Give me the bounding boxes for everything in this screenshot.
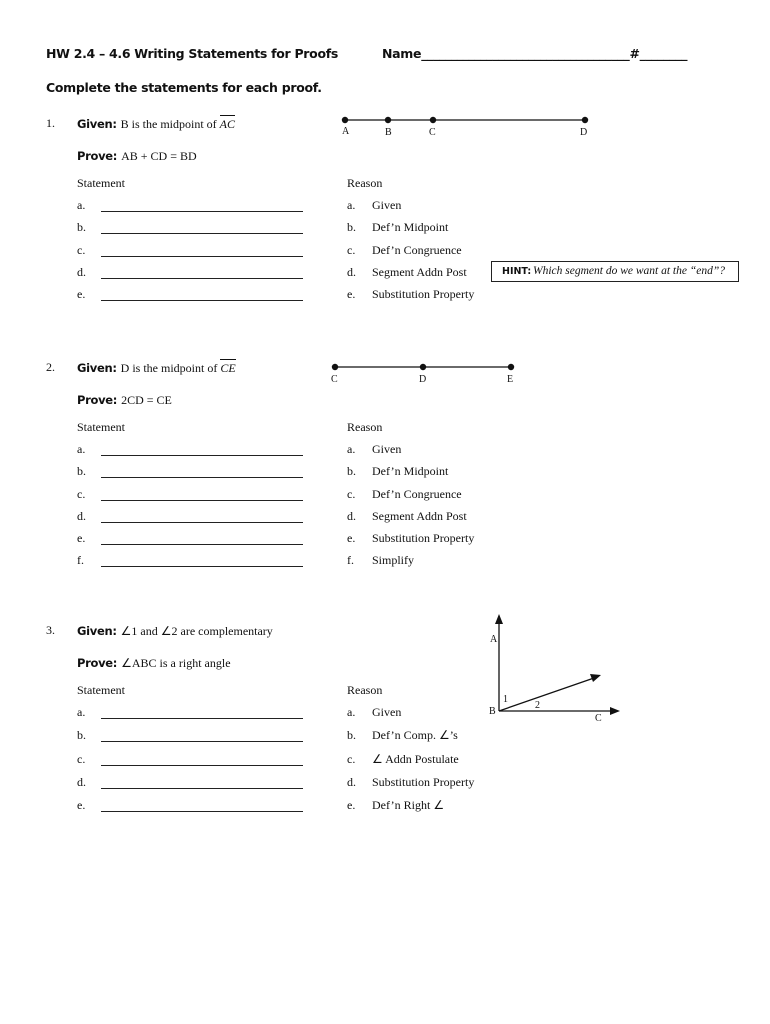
statement-letter: b.: [77, 464, 86, 478]
statement-letter: e.: [77, 531, 86, 545]
point-label: C: [595, 713, 602, 724]
given-text: B is the midpoint of: [120, 117, 220, 131]
problem-3-given: [77, 622, 273, 640]
reason-letter: a.: [347, 705, 356, 719]
given-text: D is the midpoint of: [120, 361, 221, 375]
reason-text: Given: [372, 198, 402, 212]
given-text: ∠1 and ∠2 are complementary: [120, 624, 273, 638]
angle-label: 1: [503, 694, 508, 705]
reason-column-header: Reason: [347, 176, 383, 190]
reason-text: Def’n Right ∠: [372, 798, 445, 812]
prove-text: AB + CD = BD: [121, 149, 197, 163]
statement-blank[interactable]: [101, 510, 303, 528]
reason-letter: d.: [347, 265, 356, 279]
reason-letter: a.: [347, 442, 356, 456]
problem-2-given: [77, 359, 236, 377]
problem-3-prove: [77, 654, 231, 672]
middle-ray: [499, 678, 594, 711]
hint-text: Which segment do we want at the “end”?: [533, 265, 725, 277]
point-c: [430, 117, 436, 123]
statement-letter: c.: [77, 752, 86, 766]
statement-letter: f.: [77, 553, 84, 567]
reason-column-header: Reason: [347, 683, 383, 697]
statement-blank[interactable]: [101, 443, 303, 461]
reason-text: Substitution Property: [372, 775, 475, 789]
reason-text: Def’n Congruence: [372, 487, 462, 501]
statement-column-header: Statement: [77, 420, 125, 434]
statement-blank[interactable]: [101, 753, 303, 771]
name-field-label: Name___________________________________#________: [382, 46, 688, 61]
statement-blank[interactable]: [101, 465, 303, 483]
statement-letter: e.: [77, 287, 86, 301]
problem-2-prove: [77, 391, 172, 409]
problem-2-segment-diagram: [320, 355, 530, 389]
reason-column-header: Reason: [347, 420, 383, 434]
reason-letter: d.: [347, 775, 356, 789]
statement-blank[interactable]: [101, 776, 303, 794]
reason-letter: e.: [347, 798, 356, 812]
given-label: Given:: [77, 361, 117, 375]
instructions: Complete the statements for each proof.: [46, 80, 322, 95]
statement-letter: d.: [77, 775, 86, 789]
reason-text: Segment Addn Post: [372, 265, 467, 279]
statement-blank[interactable]: [101, 266, 303, 284]
point-d: [582, 117, 588, 123]
reason-text: Substitution Property: [372, 287, 475, 301]
statement-letter: d.: [77, 265, 86, 279]
reason-text: Substitution Property: [372, 531, 475, 545]
reason-text: Segment Addn Post: [372, 509, 467, 523]
statement-blank[interactable]: [101, 288, 303, 306]
point-c: [332, 364, 338, 370]
worksheet-title: HW 2.4 – 4.6 Writing Statements for Proofs: [46, 46, 339, 61]
problem-1-segment-diagram: [330, 108, 610, 142]
angle-label: 2: [535, 700, 540, 711]
reason-text: Given: [372, 442, 402, 456]
statement-blank[interactable]: [101, 488, 303, 506]
statement-letter: b.: [77, 728, 86, 742]
statement-letter: b.: [77, 220, 86, 234]
prove-label: Prove:: [77, 149, 118, 163]
statement-blank[interactable]: [101, 532, 303, 550]
reason-letter: e.: [347, 531, 356, 545]
statement-letter: a.: [77, 198, 86, 212]
problem-1-number: 1.: [46, 116, 55, 130]
arrowhead-a: [495, 614, 503, 624]
reason-letter: a.: [347, 198, 356, 212]
problem-3-angle-diagram: [480, 610, 630, 725]
prove-label: Prove:: [77, 656, 118, 670]
prove-label: Prove:: [77, 393, 118, 407]
point-label: C: [331, 374, 338, 385]
reason-letter: b.: [347, 220, 356, 234]
statement-letter: e.: [77, 798, 86, 812]
reason-text: Def’n Comp. ∠’s: [372, 728, 458, 742]
hint-box: [491, 261, 739, 282]
prove-text: 2CD = CE: [121, 393, 172, 407]
problem-1-given: [77, 115, 235, 133]
problem-3-number: 3.: [46, 623, 55, 637]
prove-text: ∠ABC is a right angle: [121, 656, 231, 670]
statement-letter: a.: [77, 442, 86, 456]
point-e: [508, 364, 514, 370]
reason-letter: c.: [347, 752, 356, 766]
given-segment: CE: [220, 361, 236, 375]
reason-letter: e.: [347, 287, 356, 301]
statement-blank[interactable]: [101, 799, 303, 817]
statement-column-header: Statement: [77, 683, 125, 697]
reason-letter: c.: [347, 243, 356, 257]
statement-blank[interactable]: [101, 706, 303, 724]
point-label: C: [429, 127, 436, 138]
given-label: Given:: [77, 117, 117, 131]
statement-blank[interactable]: [101, 244, 303, 262]
point-label: D: [580, 127, 588, 138]
problem-1-prove: [77, 147, 197, 165]
statement-letter: c.: [77, 243, 86, 257]
reason-text: Def’n Congruence: [372, 243, 462, 257]
reason-letter: b.: [347, 728, 356, 742]
point-label: A: [342, 126, 350, 137]
given-label: Given:: [77, 624, 117, 638]
statement-column-header: Statement: [77, 176, 125, 190]
point-label: B: [385, 127, 392, 138]
statement-blank[interactable]: [101, 221, 303, 239]
reason-text: Given: [372, 705, 402, 719]
reason-letter: c.: [347, 487, 356, 501]
point-label: E: [507, 374, 514, 385]
statement-blank[interactable]: [101, 554, 303, 572]
reason-letter: b.: [347, 464, 356, 478]
problem-2-number: 2.: [46, 360, 55, 374]
point-a: [342, 117, 348, 123]
point-label: B: [489, 706, 496, 717]
point-d: [420, 364, 426, 370]
point-label: A: [490, 634, 498, 645]
given-segment: AC: [219, 117, 236, 131]
statement-letter: d.: [77, 509, 86, 523]
point-b: [385, 117, 391, 123]
reason-text: Simplify: [372, 553, 415, 567]
hint-label: HINT:: [502, 266, 532, 277]
statement-letter: a.: [77, 705, 86, 719]
reason-text: ∠ Addn Postulate: [372, 752, 459, 766]
statement-blank[interactable]: [101, 729, 303, 747]
arrowhead-c: [610, 707, 620, 715]
statement-blank[interactable]: [101, 199, 303, 217]
statement-letter: c.: [77, 487, 86, 501]
point-label: D: [419, 374, 427, 385]
reason-text: Def’n Midpoint: [372, 220, 449, 234]
reason-letter: f.: [347, 553, 354, 567]
arrowhead-middle: [590, 674, 601, 682]
reason-text: Def’n Midpoint: [372, 464, 449, 478]
reason-letter: d.: [347, 509, 356, 523]
